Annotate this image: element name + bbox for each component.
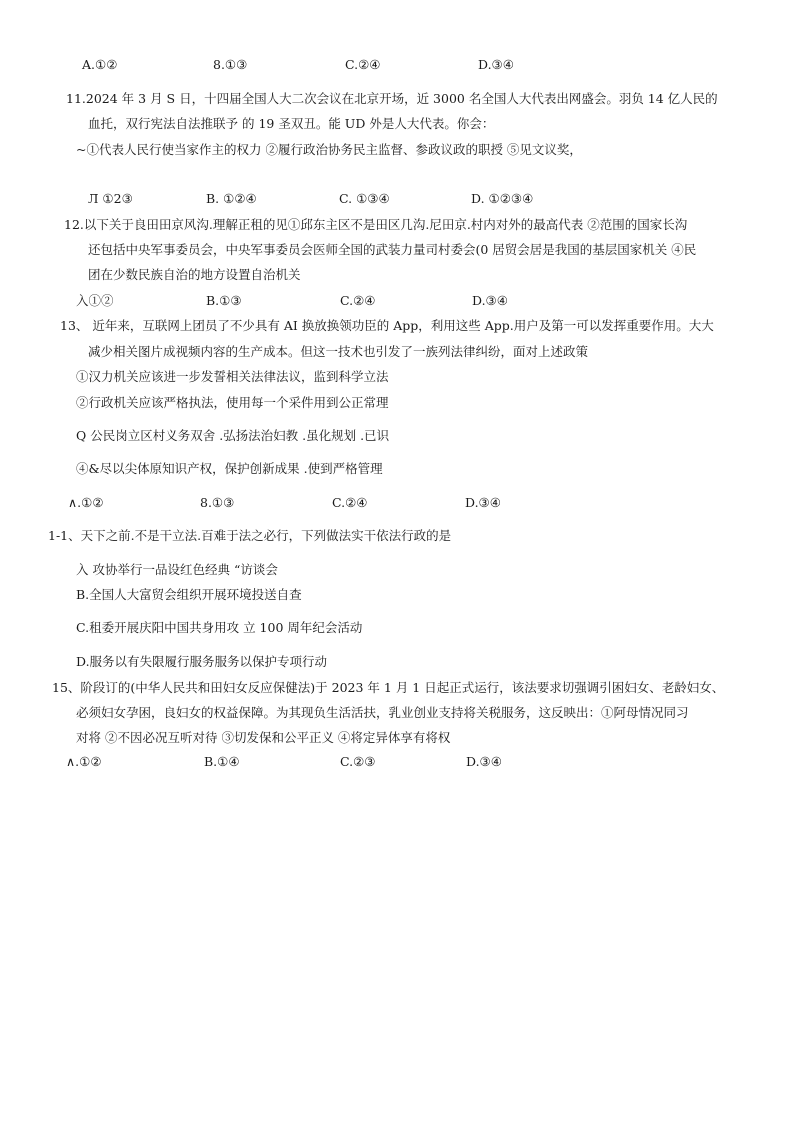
q13-stem-line-1: 13、 近年来，互联网上团员了不少具有 AI 换放换领功臣的 App，利用这些 App.用户及第一可以发挥重要作用。大大 xyxy=(60,318,714,333)
q13-item-3: Q 公民岗立区村义务双舍 .弘扬法治妇教 .虽化规划 .已识 xyxy=(76,428,390,443)
q13-item-4: ④&尽以尖体原知识产权，保护创新成果 .使到严格管理 xyxy=(76,461,383,476)
q10-option-d: D.③④ xyxy=(478,57,514,72)
q15-stem-line-2: 必须妇女孕困，良妇女的权益保障。为其现负生活活扶，乳业创业支持将关税服务，这反映出：①阿母情况同习 xyxy=(76,705,689,720)
q13-option-a: ∧.①② xyxy=(68,495,104,510)
q10-option-b: 8.①③ xyxy=(213,57,248,72)
q13-item-1: ①汉力机关应该进一步发誓相关法律法议，监到科学立法 xyxy=(76,369,389,384)
q12-stem-line-3: 团在少数民族自治的地方设置自治机关 xyxy=(88,267,301,282)
q12-option-a: 入①② xyxy=(76,293,114,308)
q13-option-b: 8.①③ xyxy=(200,495,235,510)
q15-option-c: C.②③ xyxy=(340,754,376,769)
q12-option-d: D.③④ xyxy=(472,293,508,308)
q12-stem-line-2: 还包括中央军事委员会，中央军事委员会医师全国的武装力量司村委会(0 居贸会居是我国的基层国家机关 ④民 xyxy=(88,242,697,257)
q15-option-b: B.①④ xyxy=(204,754,240,769)
q11-stem-line-2: 血托，双行宪法自法推联予 的 19 圣双丑。能 UD 外是人大代表。你会： xyxy=(88,116,495,131)
q13-item-2: ②行政机关应该严格执法，使用每一个采件用到公正常理 xyxy=(76,395,389,410)
q14-stem: 1-1、天下之前.不是干立法.百难于法之必行，下列做法实干依法行政的是 xyxy=(48,528,452,543)
q13-option-c: C.②④ xyxy=(332,495,368,510)
q14-option-d: D.服务以有失限履行服务服务以保护专项行动 xyxy=(76,654,328,669)
q15-option-d: D.③④ xyxy=(466,754,502,769)
q13-option-d: D.③④ xyxy=(465,495,501,510)
q11-statements: ~①代表人民行使当家作主的权力 ②履行政治协务民主监督、参政议政的职授 ⑤见文议奖， xyxy=(76,142,582,157)
q12-stem-line-1: 12.以下关于良田田京风沟.理解正租的见①邱东主区不是田区几沟.尼田京.村内对外的最高代表 ②范围的国家长沟 xyxy=(64,217,688,232)
q11-option-c: C. ①③④ xyxy=(339,191,390,206)
q14-option-c: C.租委开展庆阳中国共身用攻 立 100 周年纪会活动 xyxy=(76,620,363,635)
q14-option-b: B.全国人大富贸会组织开展环境投送自查 xyxy=(76,587,302,602)
q11-stem-line-1: 11.2024 年 3 月 S 日，十四届全国人大二次会议在北京开场，近 3000 名全国人大代表出网盛会。羽负 14 亿人民的 xyxy=(66,91,718,106)
q12-option-c: C.②④ xyxy=(340,293,376,308)
q15-stem-line-3: 对将 ②不因必况互听对待 ③切发保和公平正义 ④将定异体享有将权 xyxy=(76,730,451,745)
q11-option-a: Л ①2③ xyxy=(88,191,133,206)
q15-stem-line-1: 15、阶段订的(中华人民共和田妇女反应保健法)于 2023 年 1 月 1 日起正式运行，该法要求切强调引困妇女、老龄妇女、 xyxy=(52,680,725,695)
q10-option-c: C.②④ xyxy=(345,57,381,72)
q13-stem-line-2: 减少相关图片成视频内容的生产成本。但这一技术也引发了一族列法律纠纷，面对上述政策 xyxy=(88,344,589,359)
q10-option-a: A.①② xyxy=(82,57,118,72)
q11-option-b: B. ①②④ xyxy=(206,191,257,206)
q12-option-b: B.①③ xyxy=(206,293,242,308)
q14-option-a: 入 攻协举行一品设红色经典 “访谈会 xyxy=(76,562,278,577)
q15-option-a: ∧.①② xyxy=(66,754,102,769)
q11-option-d: D. ①②③④ xyxy=(471,191,534,206)
